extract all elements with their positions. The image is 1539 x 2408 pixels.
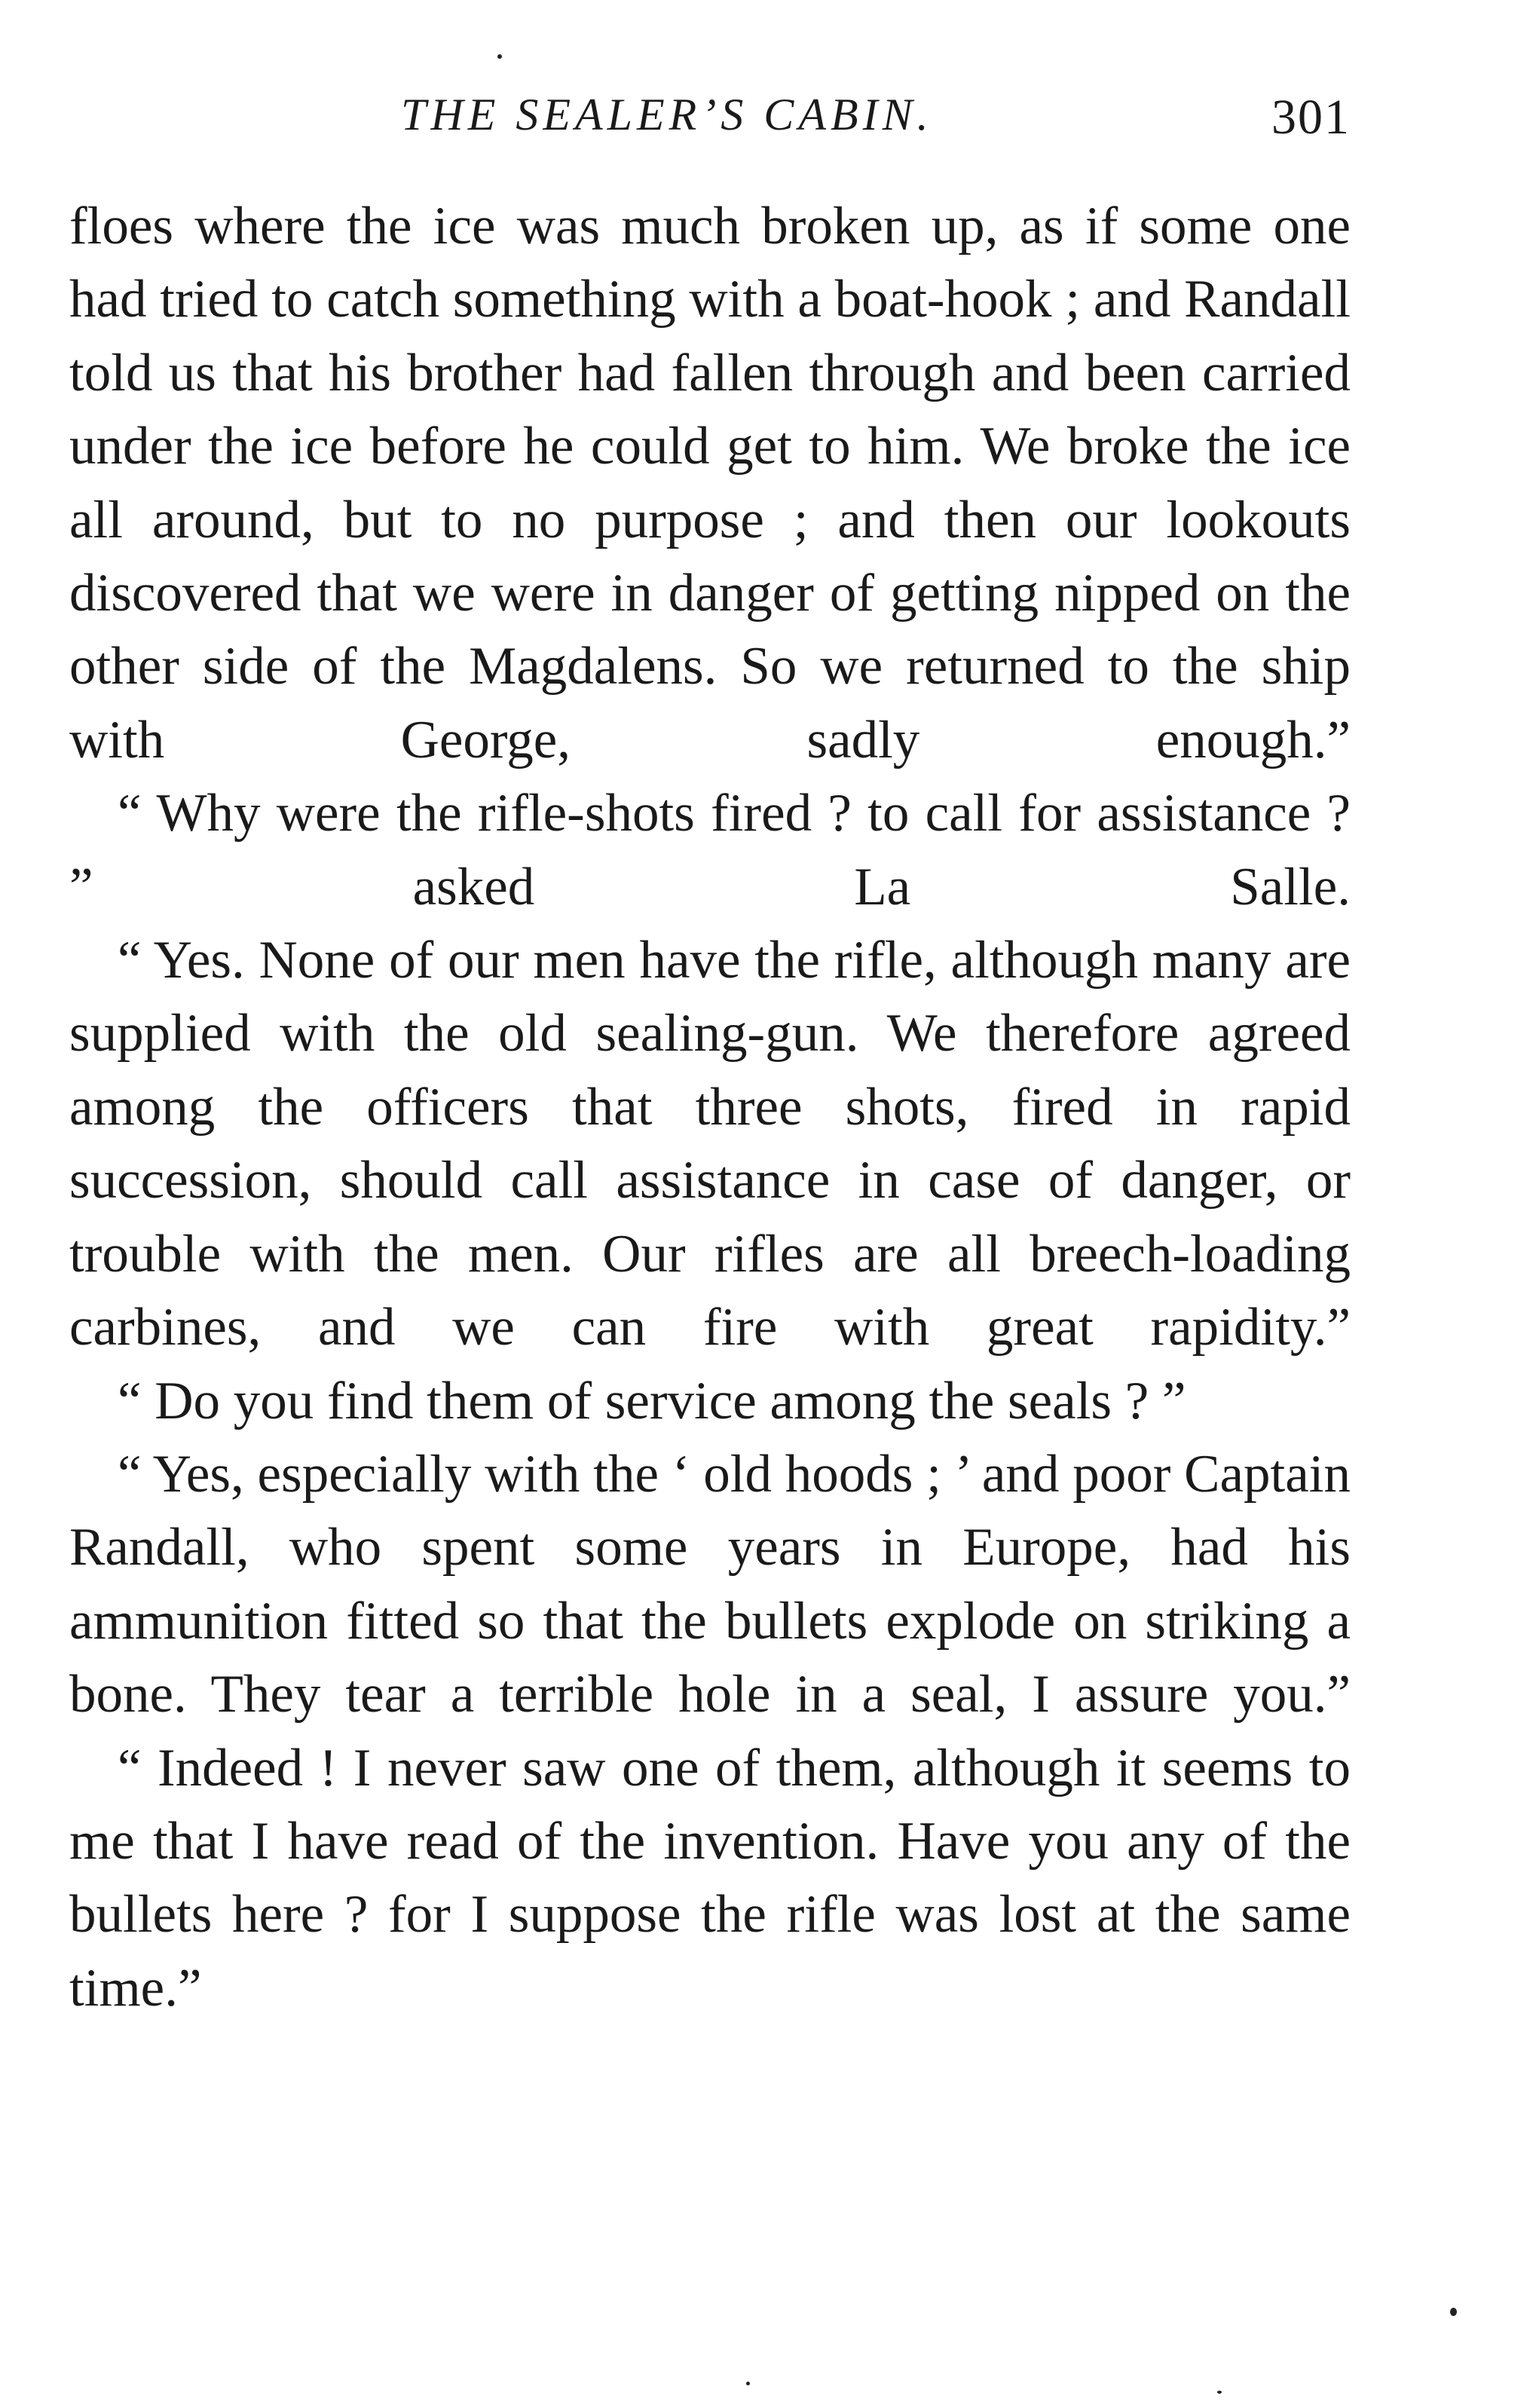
print-speck [1217,2391,1222,2394]
paragraph-seals-question: “ Do you find them of service among the seals ? ” [118,1371,1186,1430]
paragraph-continuation: floes where the ice was much broken up, as if some one had tried to catch something with a boat-hook ; and Randall told us that his brother had fallen through and been carried under the ice before he could get to him. We broke the ice all around, but to no purpose ; and then our lookouts discovered that we were in danger of getting nipped on the other side of the Magdalens. So we returned to the ship with George, sadly enough.” [69,197,1351,770]
page-number: 301 [1271,90,1351,145]
page-header [69,89,1351,157]
body-text [69,190,1351,2025]
running-title: THE SEALER’S CABIN. [401,90,933,139]
paragraph-rifle-shots-question: “ Why were the rifle-shots fired ? to call for assistance ? ” asked La Salle. [69,784,1351,916]
paragraph-old-hoods-answer: “ Yes, especially with the ‘ old hoods ; ’ and poor Captain Randall, who spent some years in Europe, had his ammunition fitted so that the bullets explode on striking a bone. They tear a terrible hole in a seal, I assure you.” [69,1444,1351,1724]
print-speck [1450,2308,1457,2316]
paragraph-bullets-question: “ Indeed ! I never saw one of them, although it seems to me that I have read of the invention. Have you any of the bullets here ? for I suppose the rifle was lost at the same time.” [69,1738,1351,2018]
print-speck [497,54,502,59]
paragraph-rifle-answer: “ Yes. None of our men have the rifle, although many are supplied with the old sealing-gun. We therefore agreed among the officers that three shots, fired in rapid succession, should call assistance in case of danger, or trouble with the men. Our rifles are all breech-loading carbines, and we can fire with great rapidity.” [69,931,1351,1357]
print-speck [746,2382,750,2385]
